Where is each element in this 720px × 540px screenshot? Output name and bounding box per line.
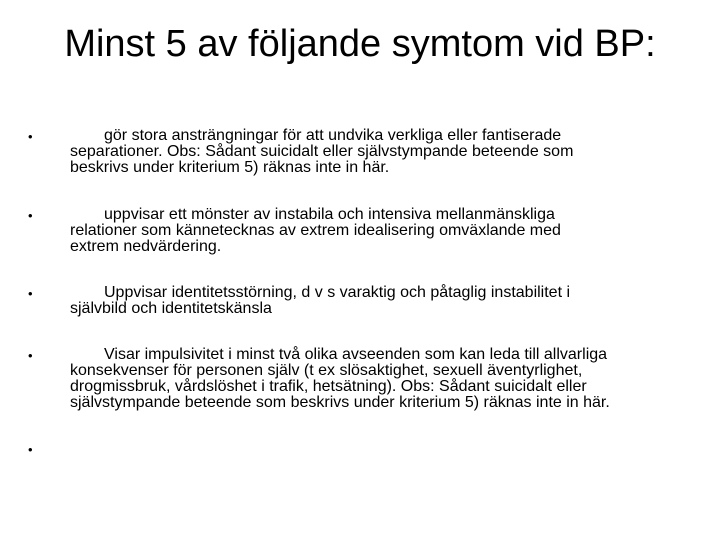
bullet-line: extrem nedvärdering.: [70, 238, 222, 255]
slide-title: Minst 5 av följande symtom vid BP:: [64, 23, 656, 65]
bullet-dot-icon: •: [28, 442, 33, 457]
bullet-line: uppvisar ett mönster av instabila och intensiva mellanmänskliga: [104, 206, 555, 223]
bullet-dot-icon: •: [28, 348, 33, 363]
bullet-dot-icon: •: [28, 208, 33, 223]
bullet-dot-icon: •: [28, 129, 33, 144]
bullet-line: Uppvisar identitetsstörning, d v s varaktig och påtaglig instabilitet i: [104, 284, 571, 301]
bullet-dot-icon: •: [28, 286, 33, 301]
bullet-text: [70, 347, 718, 411]
bullet-line: självstympande beteende som beskrivs under kriterium 5) räknas inte in här.: [70, 394, 610, 411]
bullet-text: [70, 285, 718, 317]
bullet-line: konsekvenser för personen själv (t ex slösaktighet, sexuell äventyrlighet,: [70, 362, 583, 379]
bullet-line: beskrivs under kriterium 5) räknas inte in här.: [70, 159, 390, 176]
bullet-line: självbild och identitetskänsla: [70, 300, 272, 317]
bullet-text: [70, 207, 718, 255]
bullet-line: Visar impulsivitet i minst två olika avseenden som kan leda till allvarliga: [104, 346, 608, 363]
bullet-text: [70, 128, 718, 176]
bullet-line: gör stora ansträngningar för att undvika verkliga eller fantiserade: [104, 127, 562, 144]
bullet-line: separationer. Obs: Sådant suicidalt eller självstympande beteende som: [70, 143, 574, 160]
bullet-line: drogmissbruk, vårdslöshet i trafik, hetsätning). Obs: Sådant suicidalt eller: [70, 378, 587, 395]
bullet-line: relationer som kännetecknas av extrem idealisering omväxlande med: [70, 222, 561, 239]
